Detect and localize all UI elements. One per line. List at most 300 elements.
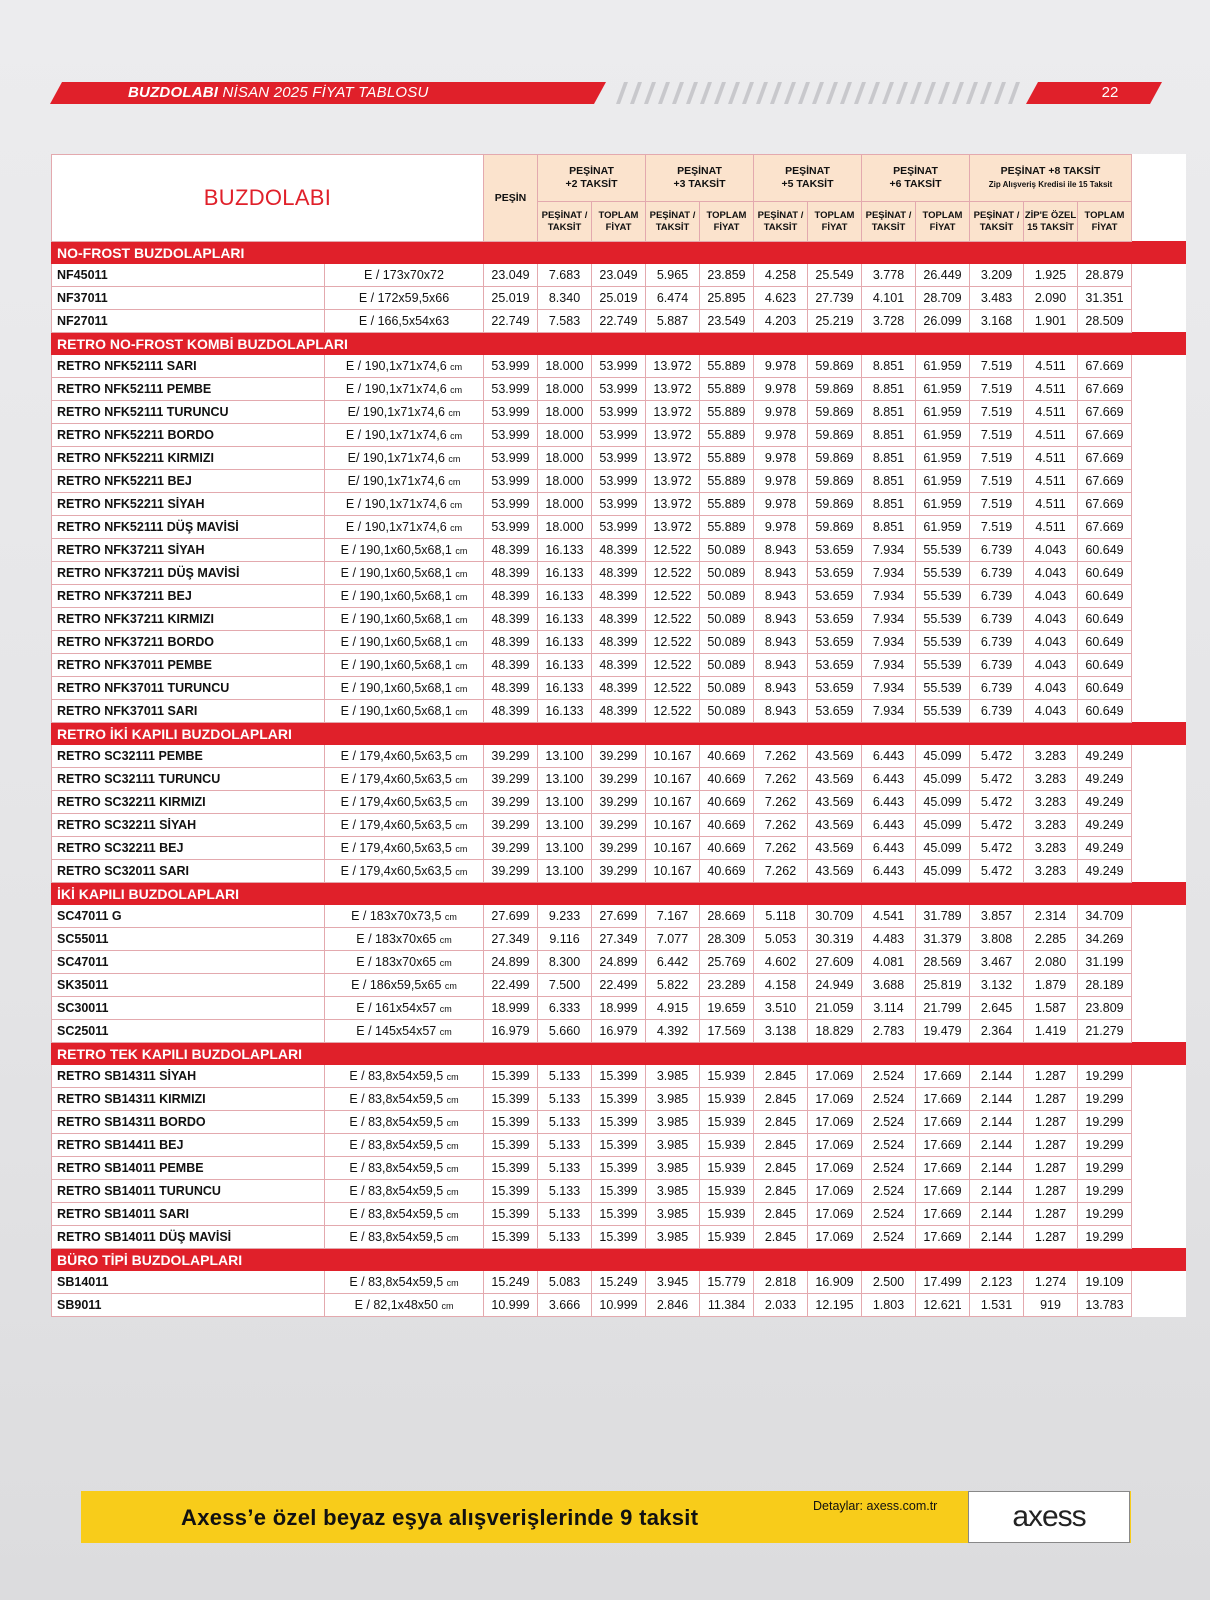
dimension-value: E / 183x70x73,5 bbox=[351, 909, 445, 923]
product-name: RETRO NFK52111 PEMBE bbox=[52, 378, 325, 401]
price-cell: 2.524 bbox=[862, 1180, 916, 1203]
price-cell: 12.621 bbox=[916, 1294, 970, 1317]
price-cell: 9.978 bbox=[754, 378, 808, 401]
product-dimensions bbox=[325, 493, 484, 516]
price-cell: 55.539 bbox=[916, 700, 970, 723]
product-name: RETRO SC32211 KIRMIZI bbox=[52, 791, 325, 814]
dimension-value: E/ 190,1x71x74,6 bbox=[347, 474, 449, 488]
price-cell: 2.314 bbox=[1024, 905, 1078, 928]
price-cell: 12.522 bbox=[646, 654, 700, 677]
price-cell: 2.845 bbox=[754, 1203, 808, 1226]
dimension-value: E / 179,4x60,5x63,5 bbox=[340, 749, 456, 763]
price-cell: 53.659 bbox=[808, 585, 862, 608]
product-name: SB9011 bbox=[52, 1294, 325, 1317]
dimension-value: E / 161x54x57 bbox=[356, 1001, 440, 1015]
price-cell: 7.262 bbox=[754, 837, 808, 860]
price-cell: 12.522 bbox=[646, 677, 700, 700]
product-dimensions bbox=[325, 401, 484, 424]
price-cell: 39.299 bbox=[592, 837, 646, 860]
dimension-value: E / 179,4x60,5x63,5 bbox=[340, 772, 456, 786]
price-cell: 919 bbox=[1024, 1294, 1078, 1317]
price-cell: 3.985 bbox=[646, 1134, 700, 1157]
price-cell: 21.799 bbox=[916, 997, 970, 1020]
price-cell: 48.399 bbox=[592, 654, 646, 677]
dimension-unit: cm bbox=[455, 707, 468, 717]
price-cell: 23.859 bbox=[700, 264, 754, 287]
price-cell: 17.669 bbox=[916, 1134, 970, 1157]
dimension-unit: cm bbox=[446, 1164, 459, 1174]
price-cell: 7.519 bbox=[970, 493, 1024, 516]
price-cell: 61.959 bbox=[916, 470, 970, 493]
price-cell: 9.978 bbox=[754, 493, 808, 516]
promo-text: Axess’e özel beyaz eşya alışverişlerinde 9 taksit bbox=[181, 1505, 699, 1530]
product-dimensions bbox=[325, 1134, 484, 1157]
price-cell: 2.123 bbox=[970, 1271, 1024, 1294]
price-cell: 17.499 bbox=[916, 1271, 970, 1294]
price-cell: 61.959 bbox=[916, 493, 970, 516]
price-cell: 7.167 bbox=[646, 905, 700, 928]
price-cell: 4.043 bbox=[1024, 539, 1078, 562]
price-cell: 49.249 bbox=[1078, 814, 1132, 837]
product-dimensions bbox=[325, 1020, 484, 1043]
price-cell: 53.999 bbox=[592, 355, 646, 378]
price-cell: 2.364 bbox=[970, 1020, 1024, 1043]
price-cell: 6.443 bbox=[862, 791, 916, 814]
product-dimensions bbox=[325, 1111, 484, 1134]
price-cell: 15.399 bbox=[592, 1134, 646, 1157]
price-cell: 18.000 bbox=[538, 447, 592, 470]
product-dimensions bbox=[325, 768, 484, 791]
table-row bbox=[52, 608, 1186, 631]
price-cell: 50.089 bbox=[700, 654, 754, 677]
price-cell: 2.144 bbox=[970, 1134, 1024, 1157]
price-cell: 28.879 bbox=[1078, 264, 1132, 287]
price-cell: 21.279 bbox=[1078, 1020, 1132, 1043]
price-cell: 5.965 bbox=[646, 264, 700, 287]
price-cell: 2.845 bbox=[754, 1180, 808, 1203]
product-name: RETRO NFK52211 BORDO bbox=[52, 424, 325, 447]
price-cell: 61.959 bbox=[916, 378, 970, 401]
price-cell: 4.511 bbox=[1024, 493, 1078, 516]
dimension-unit: cm bbox=[455, 844, 468, 854]
price-cell: 2.033 bbox=[754, 1294, 808, 1317]
product-name: NF45011 bbox=[52, 264, 325, 287]
product-dimensions bbox=[325, 1294, 484, 1317]
product-name: RETRO SB14311 SİYAH bbox=[52, 1065, 325, 1088]
price-cell: 2.524 bbox=[862, 1088, 916, 1111]
price-cell: 23.809 bbox=[1078, 997, 1132, 1020]
price-cell: 26.099 bbox=[916, 310, 970, 333]
category-row bbox=[52, 883, 1186, 905]
price-cell: 28.309 bbox=[700, 928, 754, 951]
price-cell: 2.144 bbox=[970, 1111, 1024, 1134]
price-cell: 60.649 bbox=[1078, 585, 1132, 608]
col-subheader: PEŞİNAT / TAKSİT bbox=[754, 202, 808, 242]
col-group-line1: PEŞİNAT bbox=[569, 165, 614, 177]
price-cell: 8.340 bbox=[538, 287, 592, 310]
price-cell: 15.249 bbox=[484, 1271, 538, 1294]
price-cell: 3.728 bbox=[862, 310, 916, 333]
price-cell: 24.899 bbox=[484, 951, 538, 974]
product-name: RETRO NFK52111 TURUNCU bbox=[52, 401, 325, 424]
price-cell: 39.299 bbox=[484, 791, 538, 814]
price-cell: 7.934 bbox=[862, 585, 916, 608]
price-cell: 17.669 bbox=[916, 1203, 970, 1226]
price-cell: 59.869 bbox=[808, 355, 862, 378]
price-cell: 17.669 bbox=[916, 1088, 970, 1111]
price-cell: 60.649 bbox=[1078, 562, 1132, 585]
price-cell: 2.144 bbox=[970, 1088, 1024, 1111]
table-row bbox=[52, 447, 1186, 470]
product-name: RETRO NFK37011 PEMBE bbox=[52, 654, 325, 677]
product-dimensions bbox=[325, 378, 484, 401]
price-cell: 61.959 bbox=[916, 424, 970, 447]
price-cell: 4.511 bbox=[1024, 378, 1078, 401]
price-cell: 67.669 bbox=[1078, 516, 1132, 539]
price-cell: 2.845 bbox=[754, 1088, 808, 1111]
price-cell: 1.925 bbox=[1024, 264, 1078, 287]
price-cell: 10.167 bbox=[646, 860, 700, 883]
price-cell: 25.019 bbox=[592, 287, 646, 310]
promo-detail-link[interactable]: Detaylar: axess.com.tr bbox=[813, 1499, 938, 1513]
price-cell: 7.519 bbox=[970, 470, 1024, 493]
price-cell: 5.472 bbox=[970, 768, 1024, 791]
price-cell: 45.099 bbox=[916, 837, 970, 860]
price-cell: 5.133 bbox=[538, 1088, 592, 1111]
price-cell: 48.399 bbox=[484, 677, 538, 700]
dimension-unit: cm bbox=[455, 684, 468, 694]
table-row bbox=[52, 700, 1186, 723]
price-cell: 50.089 bbox=[700, 562, 754, 585]
product-dimensions bbox=[325, 860, 484, 883]
price-cell: 15.399 bbox=[592, 1157, 646, 1180]
price-cell: 53.659 bbox=[808, 631, 862, 654]
price-cell: 12.522 bbox=[646, 608, 700, 631]
dimension-value: E / 186x59,5x65 bbox=[351, 978, 445, 992]
price-cell: 55.889 bbox=[700, 401, 754, 424]
price-cell: 8.943 bbox=[754, 608, 808, 631]
price-cell: 3.483 bbox=[970, 287, 1024, 310]
price-cell: 39.299 bbox=[592, 745, 646, 768]
price-cell: 13.100 bbox=[538, 814, 592, 837]
price-cell: 8.851 bbox=[862, 493, 916, 516]
product-dimensions bbox=[325, 814, 484, 837]
dimension-value: E / 83,8x54x59,5 bbox=[349, 1184, 447, 1198]
table-main-title: BUZDOLABI bbox=[52, 155, 484, 242]
price-cell: 7.583 bbox=[538, 310, 592, 333]
price-cell: 1.803 bbox=[862, 1294, 916, 1317]
product-name: RETRO SC32111 TURUNCU bbox=[52, 768, 325, 791]
price-cell: 7.934 bbox=[862, 700, 916, 723]
price-cell: 6.739 bbox=[970, 585, 1024, 608]
price-cell: 16.979 bbox=[484, 1020, 538, 1043]
product-name: SC25011 bbox=[52, 1020, 325, 1043]
price-cell: 3.945 bbox=[646, 1271, 700, 1294]
price-cell: 2.524 bbox=[862, 1226, 916, 1249]
price-cell: 15.399 bbox=[484, 1226, 538, 1249]
price-cell: 1.287 bbox=[1024, 1157, 1078, 1180]
price-cell: 59.869 bbox=[808, 447, 862, 470]
price-cell: 40.669 bbox=[700, 768, 754, 791]
price-cell: 7.934 bbox=[862, 539, 916, 562]
price-cell: 9.116 bbox=[538, 928, 592, 951]
price-cell: 5.133 bbox=[538, 1111, 592, 1134]
price-cell: 25.019 bbox=[484, 287, 538, 310]
price-cell: 15.399 bbox=[484, 1088, 538, 1111]
price-cell: 11.384 bbox=[700, 1294, 754, 1317]
product-dimensions bbox=[325, 974, 484, 997]
price-cell: 2.144 bbox=[970, 1180, 1024, 1203]
dimension-value: E / 83,8x54x59,5 bbox=[349, 1207, 447, 1221]
product-name: SK35011 bbox=[52, 974, 325, 997]
price-cell: 59.869 bbox=[808, 516, 862, 539]
price-cell: 15.939 bbox=[700, 1134, 754, 1157]
price-cell: 3.467 bbox=[970, 951, 1024, 974]
price-cell: 7.519 bbox=[970, 378, 1024, 401]
price-cell: 23.549 bbox=[700, 310, 754, 333]
price-cell: 67.669 bbox=[1078, 355, 1132, 378]
price-cell: 28.509 bbox=[1078, 310, 1132, 333]
price-cell: 13.972 bbox=[646, 378, 700, 401]
col-group-line2: +5 TAKSİT bbox=[781, 178, 834, 190]
product-name: RETRO SC32011 SARI bbox=[52, 860, 325, 883]
price-cell: 7.934 bbox=[862, 677, 916, 700]
dimension-unit: cm bbox=[455, 615, 468, 625]
price-cell: 67.669 bbox=[1078, 378, 1132, 401]
price-cell: 4.511 bbox=[1024, 447, 1078, 470]
price-cell: 40.669 bbox=[700, 837, 754, 860]
price-cell: 13.972 bbox=[646, 470, 700, 493]
price-cell: 15.249 bbox=[592, 1271, 646, 1294]
price-cell: 48.399 bbox=[484, 631, 538, 654]
price-cell: 2.845 bbox=[754, 1226, 808, 1249]
price-cell: 8.851 bbox=[862, 470, 916, 493]
price-cell: 15.939 bbox=[700, 1088, 754, 1111]
dimension-unit: cm bbox=[444, 981, 457, 991]
price-cell: 10.167 bbox=[646, 768, 700, 791]
price-cell: 27.349 bbox=[592, 928, 646, 951]
category-title: BÜRO TİPİ BUZDOLAPLARI bbox=[52, 1249, 1186, 1271]
product-name: RETRO SB14311 KIRMIZI bbox=[52, 1088, 325, 1111]
price-cell: 5.133 bbox=[538, 1065, 592, 1088]
dimension-unit: cm bbox=[455, 867, 468, 877]
dimension-unit: cm bbox=[455, 546, 468, 556]
price-cell: 15.399 bbox=[484, 1203, 538, 1226]
product-dimensions bbox=[325, 264, 484, 287]
table-row bbox=[52, 1111, 1186, 1134]
price-cell: 59.869 bbox=[808, 378, 862, 401]
price-cell: 7.519 bbox=[970, 447, 1024, 470]
price-cell: 15.939 bbox=[700, 1157, 754, 1180]
price-cell: 21.059 bbox=[808, 997, 862, 1020]
col-group-line2: +3 TAKSİT bbox=[673, 178, 726, 190]
product-name: SB14011 bbox=[52, 1271, 325, 1294]
price-cell: 27.739 bbox=[808, 287, 862, 310]
price-cell: 5.083 bbox=[538, 1271, 592, 1294]
price-cell: 48.399 bbox=[592, 631, 646, 654]
price-cell: 2.144 bbox=[970, 1226, 1024, 1249]
page-number: 22 bbox=[1101, 84, 1119, 101]
price-cell: 30.709 bbox=[808, 905, 862, 928]
price-cell: 53.659 bbox=[808, 539, 862, 562]
price-cell: 45.099 bbox=[916, 860, 970, 883]
dimension-unit: cm bbox=[446, 1095, 459, 1105]
product-name: RETRO SB14011 DÜŞ MAVİSİ bbox=[52, 1226, 325, 1249]
header-title-bold: BUZDOLABI bbox=[128, 84, 219, 101]
price-cell: 4.483 bbox=[862, 928, 916, 951]
dimension-unit: cm bbox=[455, 752, 468, 762]
price-cell: 3.132 bbox=[970, 974, 1024, 997]
price-cell: 31.789 bbox=[916, 905, 970, 928]
price-cell: 2.524 bbox=[862, 1111, 916, 1134]
price-cell: 2.090 bbox=[1024, 287, 1078, 310]
price-cell: 7.262 bbox=[754, 745, 808, 768]
dimension-unit: cm bbox=[455, 592, 468, 602]
price-cell: 43.569 bbox=[808, 745, 862, 768]
price-cell: 31.379 bbox=[916, 928, 970, 951]
dimension-unit: cm bbox=[446, 1278, 459, 1288]
dimension-value: E / 173x70x72 bbox=[364, 268, 444, 282]
product-name: RETRO SB14011 PEMBE bbox=[52, 1157, 325, 1180]
price-cell: 6.333 bbox=[538, 997, 592, 1020]
table-row bbox=[52, 287, 1186, 310]
price-cell: 18.000 bbox=[538, 378, 592, 401]
table-row bbox=[52, 562, 1186, 585]
price-cell: 18.829 bbox=[808, 1020, 862, 1043]
col-group-line1: PEŞİNAT +8 TAKSİT bbox=[1000, 165, 1101, 177]
price-cell: 8.943 bbox=[754, 677, 808, 700]
price-cell: 43.569 bbox=[808, 768, 862, 791]
price-cell: 53.659 bbox=[808, 677, 862, 700]
price-cell: 16.133 bbox=[538, 539, 592, 562]
col-subheader: PEŞİNAT / TAKSİT bbox=[862, 202, 916, 242]
dimension-unit: cm bbox=[439, 1027, 452, 1037]
price-cell: 18.000 bbox=[538, 424, 592, 447]
product-name: RETRO NFK52111 DÜŞ MAVİSİ bbox=[52, 516, 325, 539]
price-cell: 6.739 bbox=[970, 677, 1024, 700]
dimension-unit: cm bbox=[450, 362, 463, 372]
price-cell: 5.053 bbox=[754, 928, 808, 951]
price-cell: 67.669 bbox=[1078, 470, 1132, 493]
price-cell: 67.669 bbox=[1078, 447, 1132, 470]
price-cell: 48.399 bbox=[592, 562, 646, 585]
price-cell: 55.539 bbox=[916, 539, 970, 562]
price-cell: 15.939 bbox=[700, 1203, 754, 1226]
price-cell: 39.299 bbox=[592, 768, 646, 791]
price-cell: 60.649 bbox=[1078, 631, 1132, 654]
product-dimensions bbox=[325, 631, 484, 654]
price-cell: 4.043 bbox=[1024, 608, 1078, 631]
price-cell: 12.195 bbox=[808, 1294, 862, 1317]
price-cell: 6.442 bbox=[646, 951, 700, 974]
dimension-unit: cm bbox=[455, 821, 468, 831]
price-cell: 53.999 bbox=[484, 516, 538, 539]
product-dimensions bbox=[325, 310, 484, 333]
table-row bbox=[52, 860, 1186, 883]
col-group bbox=[754, 155, 862, 202]
price-cell: 16.909 bbox=[808, 1271, 862, 1294]
dimension-unit: cm bbox=[444, 912, 457, 922]
price-cell: 16.133 bbox=[538, 677, 592, 700]
price-cell: 53.999 bbox=[592, 447, 646, 470]
price-cell: 3.985 bbox=[646, 1226, 700, 1249]
price-cell: 60.649 bbox=[1078, 608, 1132, 631]
price-cell: 53.999 bbox=[484, 470, 538, 493]
price-cell: 48.399 bbox=[484, 585, 538, 608]
price-cell: 55.889 bbox=[700, 447, 754, 470]
price-cell: 3.114 bbox=[862, 997, 916, 1020]
dimension-value: E/ 190,1x71x74,6 bbox=[347, 451, 449, 465]
price-cell: 17.069 bbox=[808, 1111, 862, 1134]
price-cell: 5.133 bbox=[538, 1134, 592, 1157]
price-cell: 31.199 bbox=[1078, 951, 1132, 974]
price-cell: 16.979 bbox=[592, 1020, 646, 1043]
price-cell: 2.144 bbox=[970, 1157, 1024, 1180]
dimension-unit: cm bbox=[450, 523, 463, 533]
dimension-value: E / 190,1x60,5x68,1 bbox=[340, 681, 456, 695]
price-cell: 39.299 bbox=[484, 768, 538, 791]
price-cell: 43.569 bbox=[808, 814, 862, 837]
table-row bbox=[52, 1134, 1186, 1157]
price-cell: 3.283 bbox=[1024, 768, 1078, 791]
price-cell: 15.399 bbox=[592, 1065, 646, 1088]
category-row bbox=[52, 1249, 1186, 1271]
price-cell: 55.889 bbox=[700, 516, 754, 539]
price-cell: 5.660 bbox=[538, 1020, 592, 1043]
table-row bbox=[52, 1203, 1186, 1226]
price-cell: 16.133 bbox=[538, 562, 592, 585]
price-cell: 5.133 bbox=[538, 1180, 592, 1203]
price-cell: 17.669 bbox=[916, 1226, 970, 1249]
price-cell: 59.869 bbox=[808, 493, 862, 516]
dimension-value: E / 83,8x54x59,5 bbox=[349, 1275, 447, 1289]
price-cell: 12.522 bbox=[646, 700, 700, 723]
product-name: RETRO NFK37211 BEJ bbox=[52, 585, 325, 608]
product-dimensions bbox=[325, 905, 484, 928]
price-cell: 10.167 bbox=[646, 745, 700, 768]
dimension-value: E / 83,8x54x59,5 bbox=[349, 1230, 447, 1244]
price-cell: 53.659 bbox=[808, 654, 862, 677]
price-cell: 4.043 bbox=[1024, 654, 1078, 677]
price-cell: 9.978 bbox=[754, 516, 808, 539]
price-cell: 50.089 bbox=[700, 631, 754, 654]
dimension-value: E / 190,1x60,5x68,1 bbox=[340, 543, 456, 557]
header-title-rest: NİSAN 2025 FİYAT TABLOSU bbox=[218, 84, 429, 101]
price-cell: 5.822 bbox=[646, 974, 700, 997]
price-cell: 53.999 bbox=[592, 516, 646, 539]
price-cell: 39.299 bbox=[484, 814, 538, 837]
price-cell: 3.778 bbox=[862, 264, 916, 287]
product-dimensions bbox=[325, 1271, 484, 1294]
price-cell: 13.972 bbox=[646, 516, 700, 539]
price-cell: 55.539 bbox=[916, 654, 970, 677]
product-dimensions bbox=[325, 1203, 484, 1226]
product-name: SC30011 bbox=[52, 997, 325, 1020]
col-group-line1: PEŞİNAT bbox=[785, 165, 830, 177]
price-cell: 45.099 bbox=[916, 768, 970, 791]
table-row bbox=[52, 424, 1186, 447]
price-cell: 8.851 bbox=[862, 401, 916, 424]
dimension-value: E / 172x59,5x66 bbox=[358, 291, 450, 305]
price-cell: 53.999 bbox=[592, 378, 646, 401]
price-cell: 6.474 bbox=[646, 287, 700, 310]
dimension-value: E / 83,8x54x59,5 bbox=[349, 1115, 447, 1129]
price-cell: 50.089 bbox=[700, 585, 754, 608]
price-cell: 3.985 bbox=[646, 1180, 700, 1203]
dimension-value: E / 166,5x54x63 bbox=[358, 314, 450, 328]
price-cell: 8.943 bbox=[754, 700, 808, 723]
table-row bbox=[52, 516, 1186, 539]
